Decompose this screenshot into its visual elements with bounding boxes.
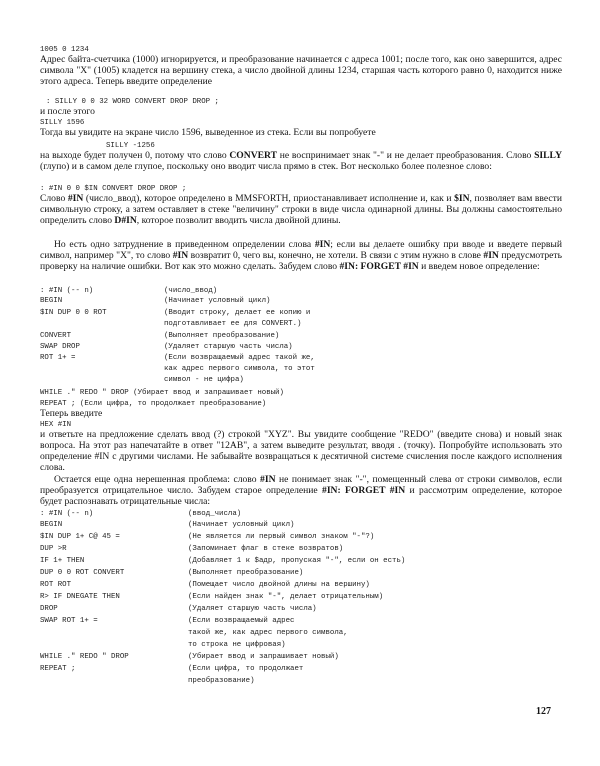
code-hex-in: HEX #IN xyxy=(40,421,72,429)
book-page: 1005 0 1234 Адрес байта-счетчика (1000) игнорируется, и преобразование начинается с адреса 1001; после того, как оно завершится, адрес символа "X" (1005) кладется на вершину стека, а число двойной длины 1234, старшая часть которого равно 0, находится ниже этого адреса. Теперь введите определение : SILLY 0 0 32 WORD CONVERT DROP DROP ; и после этого SILLY 1596 Тогда вы увидите на экране число 1596, выведенное из стека. Если вы попробуете SILLY -1256 на выходе будет получен 0, потому что слово CONVERT не воспринимает знак "-" и не делает преобразования. Слово SILLY (глупо) и в самом деле глупое, поскольку оно вводит числа прямо в стек. Вот несколько более полезное слово: : #IN 0 0 $IN CONVERT DROP DROP ; Слово #IN (число_ввод), которое определено в MMSFORTH, приостанавливает исполнение и, как и $IN, позволяет вам ввести символьную строку, а затем оставляет в стеке "величину" строки в виде числа одинарной длины. Вы должны самостоятельно определить слово D#IN, которое позволит вводить числа двойной длины. Но есть одно затруднение в приведенном определении слова #IN; если вы делаете ошибку при вводе и введете первый символ, например "X", то слово #IN возвратит 0, чего вы, конечно, не хотели. В связи с этим нужно в слове #IN предусмотреть проверку на наличие ошибки. Вот как это можно сделать. Забудем слово #IN: FORGET #IN и введем новое определение: : #IN (-- n) (число_ввод) BEGIN (Начинает условный цикл) $IN DUP 0 0 ROT (Вводит строку, делает ее копию и подготавливает ее для CONVERT.) CONVERT (Выполняет преобразование) SWAP DROP (Удаляет старшую часть числа) ROT 1+ = (Если возвращаемый адрес такой же, как адрес первого символа, то этот символ - не цифра) WHILE ." REDO " DROP (Убирает ввод и запрашивает новый) REPEAT ; (Если цифра, то продолжает преобразование) Теперь введите HEX #IN и ответьте на предложение сделать ввод (?) строкой "XYZ". Вы увидите сообщение "REDO" (введите снова) и новый знак вопроса. На этот раз напечатайте в ответ "12AB", а затем выведите результат, вводя . (точку). Попробуйте использовать это определение #IN с другими числами. Не забывайте возвращаться к десятичной системе счисления после каждого исполнения слова. Остается еще одна нерешенная проблема: слово #IN не понимает знак "-", помещенный слева от строки символов, если преобразуется отрицательное число. Забудем старое определение #IN: FORGET #IN и рассмотрим определение, которое будет распознавать отрицательные числа: : #IN (-- n) (ввод_числа) BEGIN (Начинает условный цикл) $IN DUP 1+ C@ 45 = (Не является ли первый символ знаком "-"?) DUP >R (Запоминает флаг в стеке возвратов) IF 1+ THEN (Добавляет 1 к $адр, пропуская "-", если он есть) DUP 0 0 ROT CONVERT (Выполняет преобразование) ROT ROT (Помещает число двойной длины на вершину) R> IF DNEGATE THEN (Если найден знак "-", делает отрицательным) DROP (Удаляет старшую часть числа) SWAP ROT 1+ = (Если возвращаемый адрес такой же, как адрес первого символа, то строка не цифровая) WHILE ." REDO " DROP (Убирает ввод и запрашивает новый) REPEAT ; (Если цифра, то продолжает преобразование) 127 xyxy=(40,46,563,717)
code-silly-definition: : SILLY 0 0 32 WORD CONVERT DROP DROP ; xyxy=(46,98,219,106)
code-silly-1596: SILLY 1596 xyxy=(40,119,85,127)
code-silly-negative: SILLY -1256 xyxy=(106,142,155,150)
paragraph-negative-numbers: Остается еще одна нерешенная проблема: слово #IN не понимает знак "-", помещенный слева от строки символов, если преобразуется отрицательное число. Забудем старое определение #IN: FORGET #IN и рассмотрим определение, которое будет распознавать отрицательные числа: xyxy=(40,474,563,507)
paragraph-difficulty: Но есть одно затруднение в приведенном определении слова #IN; если вы делаете ошибку при вводе и введете первый символ, например "X", то слово #IN возвратит 0, чего вы, конечно, не хотели. В связи с этим нужно в слове #IN предусмотреть проверку на наличие ошибки. Вот как это можно сделать. Забудем слово #IN: FORGET #IN и введем новое определение: xyxy=(40,239,562,272)
code-repeat: REPEAT ; (Если цифра, то продолжает преобразование) xyxy=(40,400,267,408)
paragraph-byte-counter: Адрес байта-счетчика (1000) игнорируется, и преобразование начинается с адреса 1001; после того, как оно завершится, адрес символа "X" (1005) кладется на вершину стека, а число двойной длины 1234, старшая часть которого равно 0, находится ниже этого адреса. Теперь введите определение xyxy=(40,54,562,87)
paragraph-convert-sign: на выходе будет получен 0, потому что слово CONVERT не воспринимает знак "-" и не делает преобразования. Слово SILLY (глупо) и в самом деле глупое, поскольку оно вводит числа прямо в стек. Вот несколько более полезное слово: xyxy=(40,150,563,172)
text-after-this: и после этого xyxy=(40,106,95,117)
paragraph-xyz-redo: и ответьте на предложение сделать ввод (?) строкой "XYZ". Вы увидите сообщение "REDO" (введите снова) и новый знак вопроса. На этот раз напечатайте в ответ "12AB", а затем выведите результат, вводя . (точку). Попробуйте использовать это определение #IN с другими числами. Не забывайте возвращаться к десятичной системе счисления после каждого исполнения слова. xyxy=(40,429,562,473)
paragraph-then-you-see: Тогда вы увидите на экране число 1596, выведенное из стека. Если вы попробуете xyxy=(40,127,376,138)
text-now-enter: Теперь введите xyxy=(40,408,103,419)
paragraph-in-word: Слово #IN (число_ввод), которое определено в MMSFORTH, приостанавливает исполнение и, как и $IN, позволяет вам ввести символьную строку, а затем оставляет в стеке "величину" строки в виде числа одинарной длины. Вы должны самостоятельно определить слово D#IN, которое позволит вводить числа двойной длины. xyxy=(40,193,562,226)
page-number: 127 xyxy=(536,706,551,717)
code-in-definition: : #IN 0 0 $IN CONVERT DROP DROP ; xyxy=(40,185,187,193)
code-line-top: 1005 0 1234 xyxy=(40,46,89,54)
code-while-redo: WHILE ." REDO " DROP (Убирает ввод и запрашивает новый) xyxy=(40,389,284,397)
